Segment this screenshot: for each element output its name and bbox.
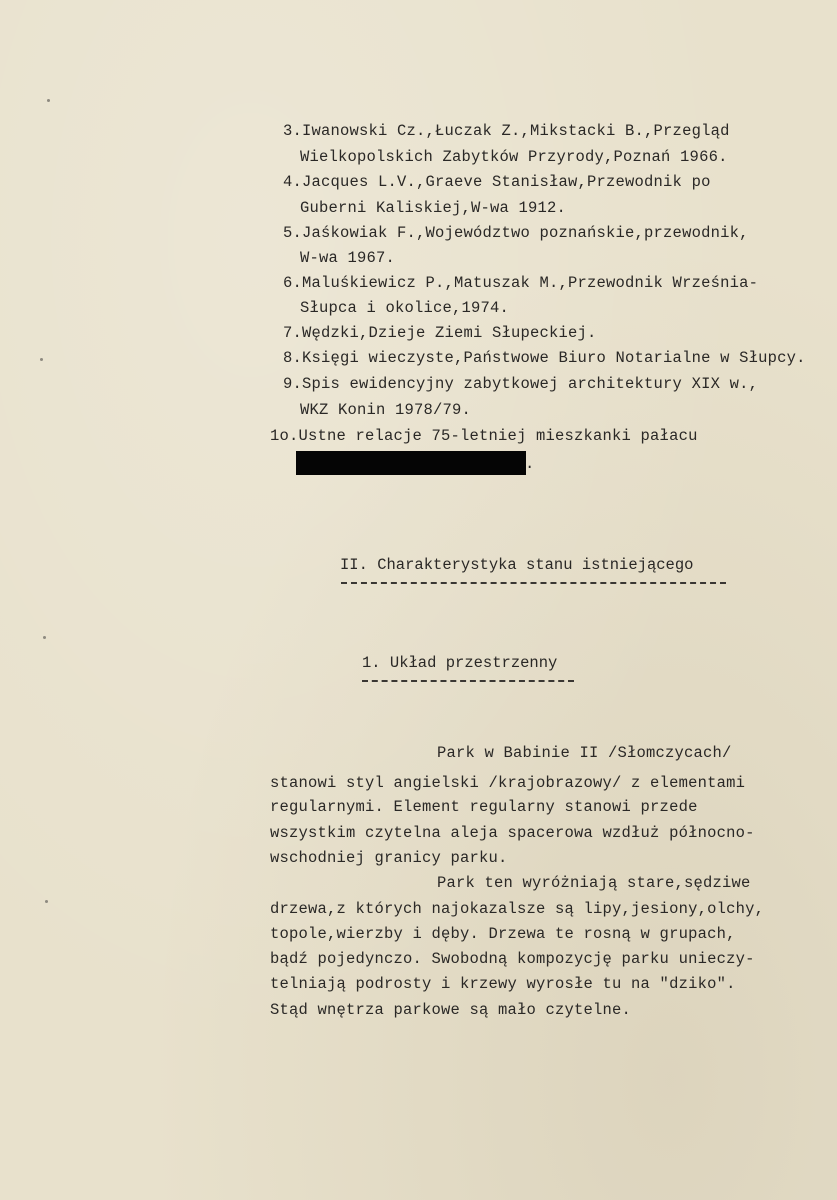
scan-speck [43,636,46,639]
section-heading-underline [341,582,726,584]
body-line-1: Park w Babinie II /Słomczycach/ [437,744,732,762]
subsection-heading-underline [362,680,574,682]
bib-line-7: 7.Wędzki,Dzieje Ziemi Słupeckiej. [283,324,597,342]
body-line-2: stanowi styl angielski /krajobrazowy/ z elementami [270,774,746,792]
bib-line-9a: 9.Spis ewidencyjny zabytkowej architektury XIX w., [283,375,759,393]
bib-line-6b: Słupca i okolice,1974. [300,299,510,317]
body-line-5: wschodniej granicy parku. [270,849,508,867]
scan-speck [47,99,50,102]
bib-line-10: 1o.Ustne relacje 75-letniej mieszkanki pałacu [270,427,698,445]
scan-speck [45,900,48,903]
subsection-heading: 1. Układ przestrzenny [362,654,558,672]
section-heading: II. Charakterystyka stanu istniejącego [340,556,694,574]
body-line-6: Park ten wyróżniają stare,sędziwe [437,874,751,892]
bib-line-3b: Wielkopolskich Zabytków Przyrody,Poznań 1966. [300,148,728,166]
bib-line-5b: W-wa 1967. [300,249,396,267]
bib-line-9b: WKZ Konin 1978/79. [300,401,472,419]
bib-line-4a: 4.Jacques L.V.,Graeve Stanisław,Przewodnik po [283,173,711,191]
body-line-4: wszystkim czytelna aleja spacerowa wzdłuż północno- [270,824,755,842]
bib-line-3a: 3.Iwanowski Cz.,Łuczak Z.,Mikstacki B.,Przegląd [283,122,730,140]
body-line-7: drzewa,z których najokazalsze są lipy,jesiony,olchy, [270,900,765,918]
body-line-3: regularnymi. Element regularny stanowi przede [270,798,698,816]
scan-speck [40,358,43,361]
body-line-8: topole,wierzby i dęby. Drzewa te rosną w grupach, [270,925,736,943]
body-line-11: Stąd wnętrza parkowe są mało czytelne. [270,1001,632,1019]
body-line-9: bądź pojedynczo. Swobodną kompozycję parku unieczy- [270,950,755,968]
bib-line-4b: Guberni Kaliskiej,W-wa 1912. [300,199,567,217]
redacted-line-end: . [525,455,535,473]
bib-line-8: 8.Księgi wieczyste,Państwowe Biuro Notarialne w Słupcy. [283,349,806,367]
bib-line-5a: 5.Jaśkowiak F.,Województwo poznańskie,przewodnik, [283,224,749,242]
body-line-10: telniają podrosty i krzewy wyrosłe tu na "dziko". [270,975,736,993]
bib-line-6a: 6.Maluśkiewicz P.,Matuszak M.,Przewodnik Września- [283,274,759,292]
redaction-box [296,451,526,475]
